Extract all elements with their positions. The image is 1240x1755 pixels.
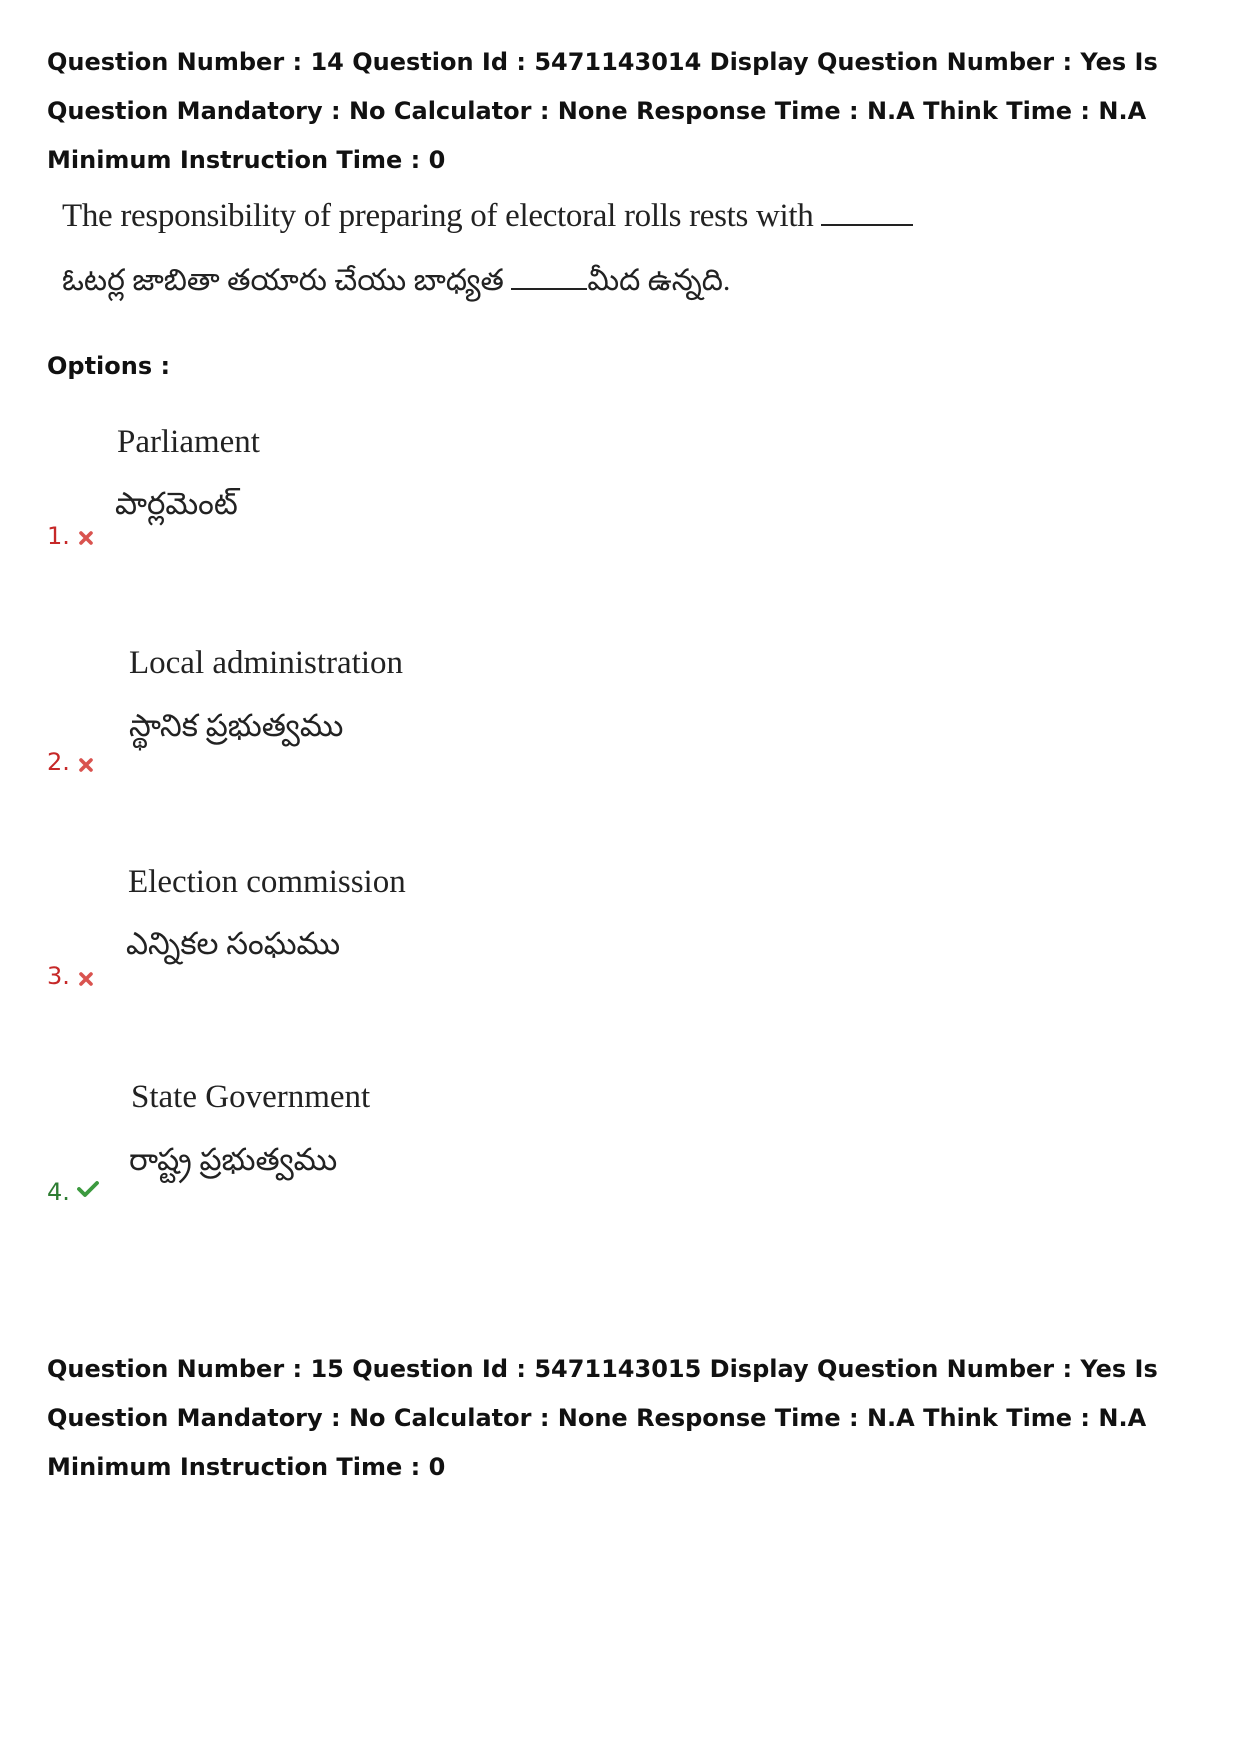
answer-blank — [511, 262, 587, 290]
options-label: Options : — [47, 352, 171, 380]
question-stem-english — [62, 198, 913, 235]
option-1-english: Parliament — [117, 424, 260, 460]
question-stem-telugu-after: మీద ఉన్నది. — [587, 264, 731, 297]
question-stem-telugu-before: ఓటర్ల జాబితా తయారు చేయు బాధ్యత — [62, 264, 504, 297]
cross-icon — [79, 758, 93, 772]
question-stem-telugu — [62, 262, 730, 305]
option-1-telugu: పార్లమెంట్ — [115, 486, 238, 521]
option-1-number: 1. — [47, 522, 70, 550]
answer-blank — [821, 198, 913, 226]
cross-icon — [79, 972, 93, 986]
option-2-telugu: స్థానిక ప్రభుత్వము — [129, 708, 344, 743]
question-stem-english-text: The responsibility of preparing of electoral rolls rests with — [62, 198, 814, 234]
question-15-metadata: Question Number : 15 Question Id : 5471143015 Display Question Number : Yes Is Question Mandatory : No Calculator : None Response Time : N.A Think Time : N.A Minimum Instruction Time : 0 — [47, 1355, 1158, 1481]
option-4-telugu: రాష్ట్ర ప్రభుత్వము — [129, 1142, 338, 1177]
option-4-number: 4. — [47, 1178, 70, 1206]
check-icon — [77, 1180, 99, 1198]
option-3-number: 3. — [47, 962, 70, 990]
option-2-number: 2. — [47, 748, 70, 776]
option-3-telugu: ఎన్నికల సంఘము — [126, 926, 341, 961]
option-4-english: State Government — [131, 1079, 371, 1115]
option-3-english: Election commission — [128, 864, 406, 900]
option-2-english: Local administration — [129, 645, 404, 681]
question-14-metadata: Question Number : 14 Question Id : 5471143014 Display Question Number : Yes Is Question Mandatory : No Calculator : None Response Time : N.A Think Time : N.A Minimum Instruction Time : 0 — [47, 48, 1158, 174]
cross-icon — [79, 531, 93, 545]
